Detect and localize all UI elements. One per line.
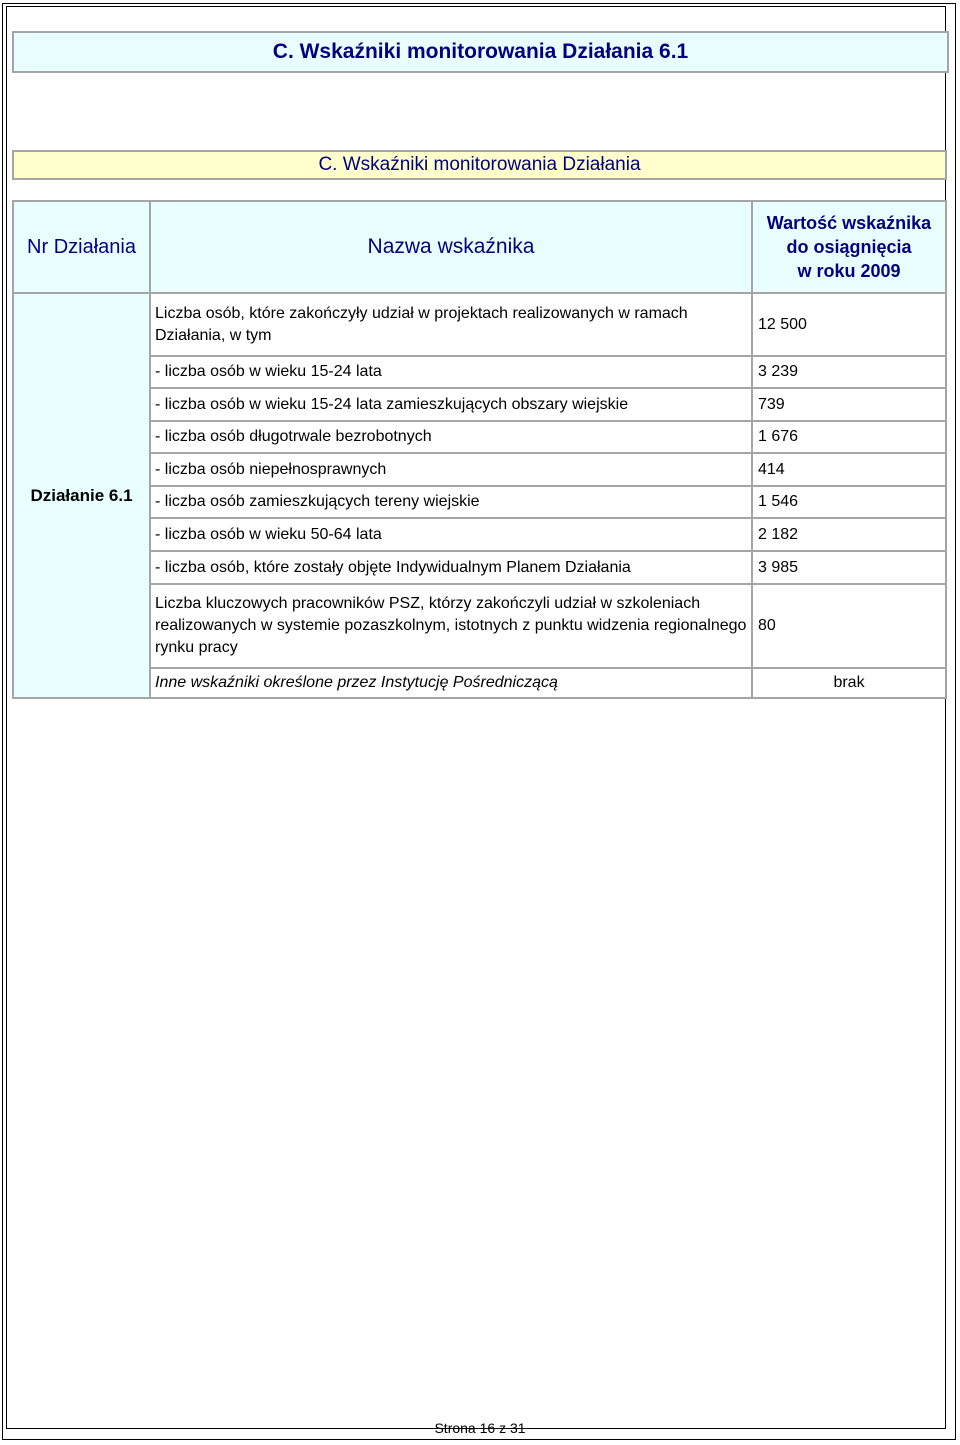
header-nr-dzialania: Nr Działania [12, 200, 151, 294]
table-row-name: Liczba kluczowych pracowników PSZ, którzy zakończyli udział w szkoleniach realizowanych w systemie pozaszkolnym, istotnych z punktu widzenia regionalnego rynku pracy [149, 583, 753, 669]
table-title: C. Wskaźniki monitorowania Działania [12, 150, 947, 180]
table-row-value: brak [751, 667, 947, 699]
header-wartosc-line3: w roku 2009 [797, 261, 901, 281]
table-row-value: 80 [751, 583, 947, 669]
table-row-name: Inne wskaźniki określone przez Instytucję Pośredniczącą [149, 667, 753, 699]
table-row-name: - liczba osób zamieszkujących tereny wiejskie [149, 485, 753, 519]
table-row-name: Liczba osób, które zakończyły udział w projektach realizowanych w ramach Działania, w tym [149, 292, 753, 357]
header-wartosc-line1: Wartość wskaźnika [766, 213, 932, 233]
header-nazwa-wskaznika: Nazwa wskaźnika [149, 200, 753, 294]
table-row-name: - liczba osób w wieku 15-24 lata [149, 355, 753, 389]
header-wartosc-wskaznika [751, 200, 947, 294]
table-row-value: 1 676 [751, 420, 947, 454]
table-row-value: 414 [751, 452, 947, 487]
header-wartosc-line2: do osiągnięcia [786, 237, 912, 257]
section-title: C. Wskaźniki monitorowania Działania 6.1 [12, 31, 949, 73]
table-row-value: 3 985 [751, 550, 947, 585]
table-row-name: - liczba osób w wieku 50-64 lata [149, 517, 753, 552]
table-row-name: - liczba osób w wieku 15-24 lata zamieszkujących obszary wiejskie [149, 387, 753, 422]
table-row-value: 739 [751, 387, 947, 422]
table-row-value: 2 182 [751, 517, 947, 552]
dzialanie-cell: Działanie 6.1 [12, 292, 151, 699]
table-row-value: 12 500 [751, 292, 947, 357]
table-row-name: - liczba osób niepełnosprawnych [149, 452, 753, 487]
table-row-name: - liczba osób, które zostały objęte Indywidualnym Planem Działania [149, 550, 753, 585]
table-row-value: 1 546 [751, 485, 947, 519]
table-row-value: 3 239 [751, 355, 947, 389]
table-row-name: - liczba osób długotrwale bezrobotnych [149, 420, 753, 454]
page-number: Strona 16 z 31 [434, 1420, 526, 1436]
